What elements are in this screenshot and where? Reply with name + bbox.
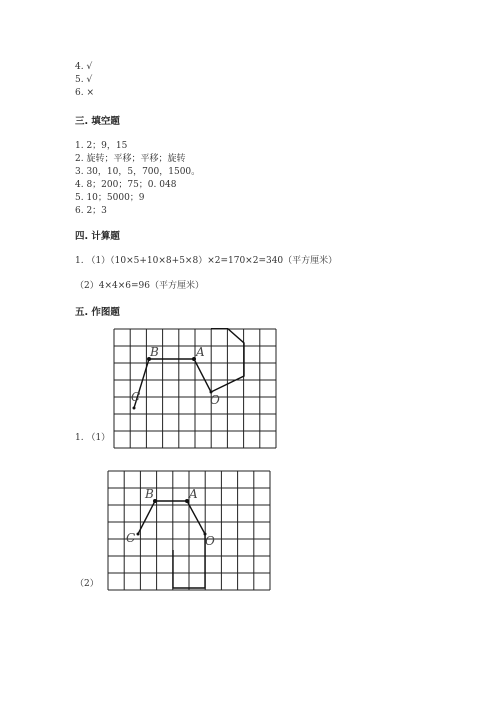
answer-line: 5. 10；5000；9 bbox=[75, 193, 145, 203]
shape-ab bbox=[155, 501, 205, 534]
figure-label: 1. （1） bbox=[75, 433, 111, 443]
answer-line: 4. √ bbox=[75, 62, 93, 72]
point-label-b: B bbox=[150, 345, 159, 359]
section-heading: 四. 计算题 bbox=[75, 231, 120, 242]
section-heading: 五. 作图题 bbox=[75, 307, 120, 318]
point-label-c: C bbox=[126, 531, 136, 545]
answer-line: （2）4×4×6=96（平方厘米） bbox=[75, 281, 204, 291]
answer-line: 6. 2；3 bbox=[75, 206, 107, 216]
point-label-a: A bbox=[196, 345, 205, 359]
grid-figure-1 bbox=[113, 328, 277, 450]
answer-line: 6. × bbox=[75, 88, 94, 98]
answer-line: 4. 8；200；75；0. 048 bbox=[75, 180, 177, 190]
answer-line: 2. 旋转；平移；平移；旋转 bbox=[75, 154, 186, 164]
shape-ab bbox=[149, 359, 211, 392]
answer-line: 1. 2；9，15 bbox=[75, 141, 128, 151]
grid-figure-2 bbox=[107, 470, 271, 592]
figure-label: （2） bbox=[75, 579, 99, 589]
point-label-o: O bbox=[210, 393, 220, 407]
point-label-b: B bbox=[145, 487, 154, 501]
point-label-a: A bbox=[189, 487, 198, 501]
answer-line: 5. √ bbox=[75, 75, 93, 85]
section-heading: 三. 填空题 bbox=[75, 116, 120, 127]
point-label-o: O bbox=[205, 534, 215, 548]
answer-line: 1. （1）（10×5+10×8+5×8）×2=170×2=340（平方厘米） bbox=[75, 256, 338, 266]
answer-line: 3. 30，10，5，700，1500。 bbox=[75, 167, 201, 177]
point-label-c: C bbox=[131, 390, 141, 404]
